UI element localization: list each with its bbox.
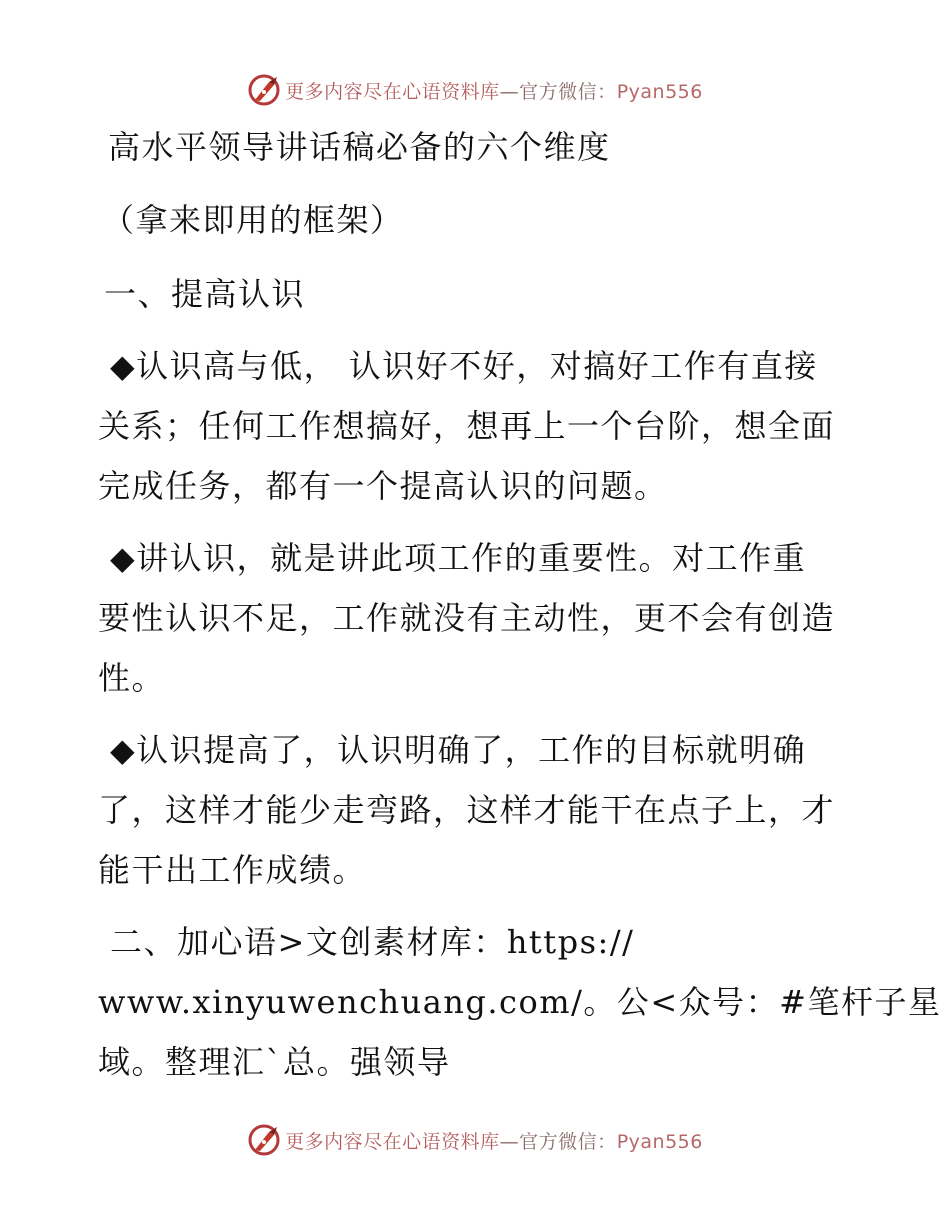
watermark-text: [285, 77, 703, 104]
paragraph-line: 关系；任何工作想搞好，想再上一个台阶，想全面: [98, 407, 836, 445]
header-watermark-banner: [0, 70, 950, 110]
paragraph-line: ◆认识高与低， 认识好不好，对搞好工作有直接: [110, 347, 818, 385]
watermark-text: [285, 1127, 703, 1154]
watermark-official: 官方微信：: [519, 1130, 617, 1153]
paragraph-line: 要性认识不足，工作就没有主动性，更不会有创造: [98, 599, 836, 637]
paragraph-line-url: www.xinyuwenchuang.com/。公<众号：#笔杆子星: [98, 983, 942, 1021]
section-heading-2: 二、加心语>文创素材库：https://: [110, 923, 635, 961]
paragraph-2: [98, 528, 858, 708]
document-subtitle: （拿来即用的框架）: [102, 201, 404, 239]
paragraph-line: 能干出工作成绩。: [98, 851, 367, 889]
paragraph-3: [98, 720, 858, 900]
paragraph-line: 了，这样才能少走弯路，这样才能干在点子上，才: [98, 791, 836, 829]
watermark-separator: —: [499, 80, 520, 103]
watermark-official: 官方微信：: [519, 80, 617, 103]
section-2: [98, 912, 942, 1092]
footer-watermark-banner: [0, 1120, 950, 1160]
watermark-separator: —: [499, 1130, 520, 1153]
section-heading-1: 一、提高认识: [104, 275, 306, 313]
watermark-wechat-id: Pyan556: [616, 1130, 703, 1153]
quill-pen-logo-icon: [247, 1123, 281, 1157]
watermark-wechat-id: Pyan556: [616, 80, 703, 103]
document-title: 高水平领导讲话稿必备的六个维度: [108, 128, 611, 166]
watermark-main: 更多内容尽在心语资料库: [285, 80, 500, 103]
paragraph-line: ◆认识提高了，认识明确了，工作的目标就明确: [110, 731, 807, 769]
watermark-main: 更多内容尽在心语资料库: [285, 1130, 500, 1153]
paragraph-line: 完成任务，都有一个提高认识的问题。: [98, 467, 668, 505]
paragraph-line: 域。整理汇`总。强领导: [98, 1043, 451, 1081]
paragraph-line: 性。: [98, 659, 166, 697]
paragraph-1: [98, 336, 858, 516]
quill-pen-logo-icon: [247, 73, 281, 107]
paragraph-line: ◆讲认识，就是讲此项工作的重要性。对工作重: [110, 539, 807, 577]
document-body: [98, 118, 942, 1092]
